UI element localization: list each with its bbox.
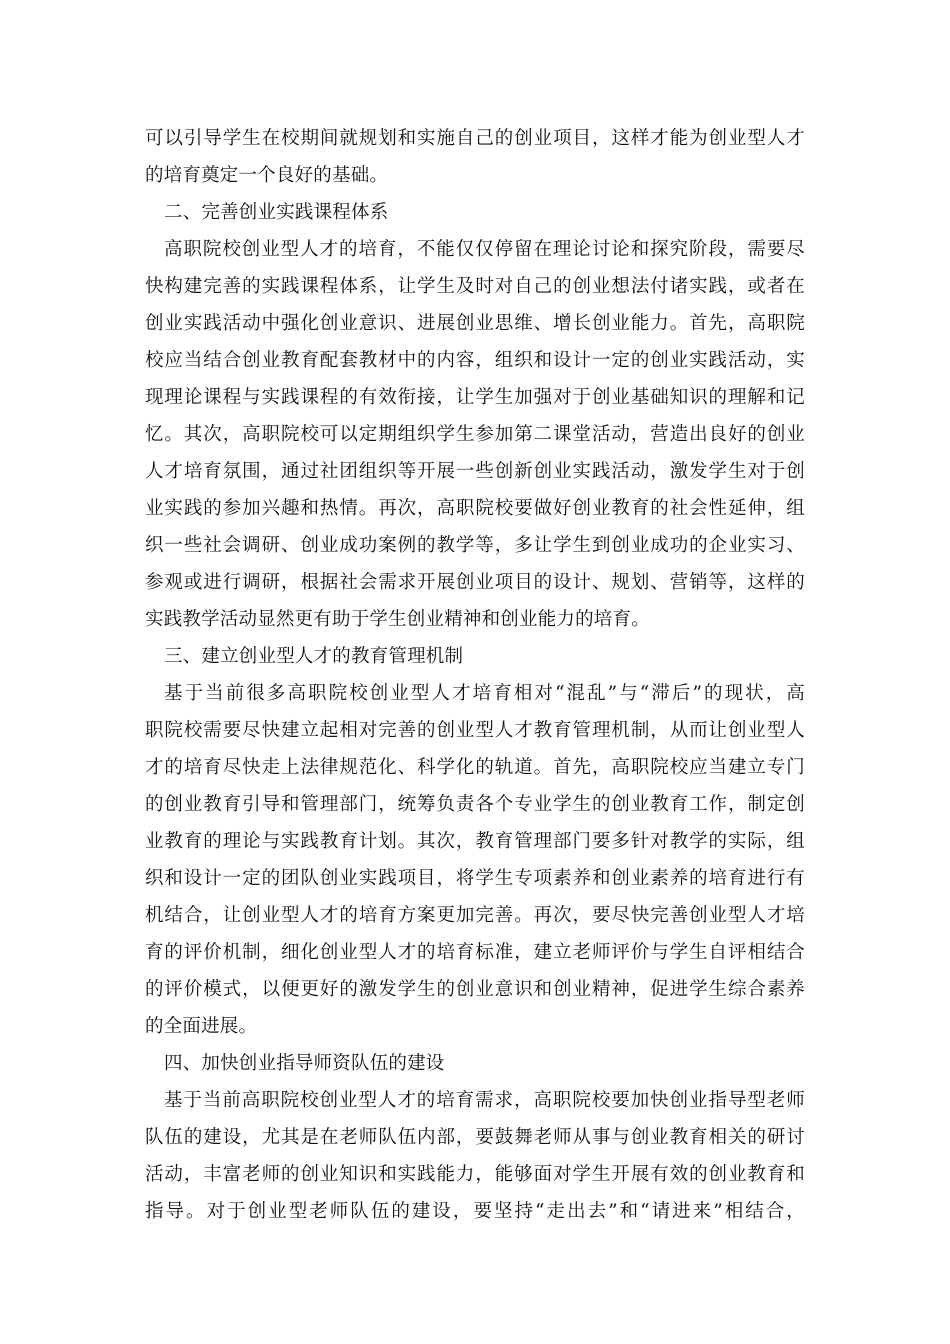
text-line: 活动，丰富老师的创业知识和实践能力，能够面对学生开展有效的创业教育和 <box>145 1164 805 1185</box>
text-line: 基于当前高职院校创业型人才的培育需求，高职院校要加快创业指导型老师 <box>164 1090 805 1111</box>
text-line: 高职院校创业型人才的培育，不能仅仅停留在理论讨论和探究阶段，需要尽 <box>164 239 805 260</box>
text-line: 参观或进行调研，根据社会需求开展创业项目的设计、规划、营销等，这样的 <box>145 572 805 593</box>
text-line: 现理论课程与实践课程的有效衔接，让学生加强对于创业基础知识的理解和记 <box>145 387 805 408</box>
text-line: 织一些社会调研、创业成功案例的教学等，多让学生到创业成功的企业实习、 <box>145 535 805 556</box>
section-heading <box>145 1045 805 1082</box>
text-line: 创业实践活动中强化创业意识、进展创业思维、增长创业能力。首先，高职院 <box>145 313 805 334</box>
section-heading-text: 二、完善创业实践课程体系 <box>164 202 389 223</box>
section-heading-text: 三、建立创业型人才的教育管理机制 <box>164 646 464 667</box>
text-line: 的培育奠定一个良好的基础。 <box>145 165 389 186</box>
text-line: 业教育的理论与实践教育计划。其次，教育管理部门要多针对教学的实际，组 <box>145 831 805 852</box>
text-line: 的全面进展。 <box>145 1016 258 1037</box>
text-line: 育的评价机制，细化创业型人才的培育标准，建立老师评价与学生自评相结合 <box>145 942 805 963</box>
text-line: 业实践的参加兴趣和热情。再次，高职院校要做好创业教育的社会性延伸，组 <box>145 498 805 519</box>
section-heading <box>145 194 805 231</box>
text-line: 队伍的建设，尤其是在老师队伍内部，要鼓舞老师从事与创业教育相关的研讨 <box>145 1127 805 1148</box>
document-body <box>145 120 805 1230</box>
paragraph <box>145 231 805 638</box>
text-line: 织和设计一定的团队创业实践项目，将学生专项素养和创业素养的培育进行有 <box>145 868 805 889</box>
text-line: 忆。其次，高职院校可以定期组织学生参加第二课堂活动，营造出良好的创业 <box>145 424 805 445</box>
text-line: 快构建完善的实践课程体系，让学生及时对自己的创业想法付诸实践，或者在 <box>145 276 805 297</box>
text-line: 指导。对于创业型老师队伍的建设，要坚持“走出去”和“请进来”相结合， <box>145 1201 805 1222</box>
text-line: 的评价模式，以便更好的激发学生的创业意识和创业精神，促进学生综合素养 <box>145 979 805 1000</box>
text-line: 可以引导学生在校期间就规划和实施自己的创业项目，这样才能为创业型人才 <box>145 128 805 149</box>
text-line: 才的培育尽快走上法律规范化、科学化的轨道。首先，高职院校应当建立专门 <box>145 757 805 778</box>
text-line: 职院校需要尽快建立起相对完善的创业型人才教育管理机制，从而让创业型人 <box>145 720 805 741</box>
text-line: 基于当前很多高职院校创业型人才培育相对“混乱”与“滞后”的现状，高 <box>164 683 805 704</box>
section-heading-text: 四、加快创业指导师资队伍的建设 <box>164 1053 445 1074</box>
paragraph <box>145 1082 805 1230</box>
text-line: 实践教学活动显然更有助于学生创业精神和创业能力的培育。 <box>145 609 650 630</box>
paragraph <box>145 675 805 1045</box>
section-heading <box>145 638 805 675</box>
text-line: 校应当结合创业教育配套教材中的内容，组织和设计一定的创业实践活动，实 <box>145 350 805 371</box>
text-line: 人才培育氛围，通过社团组织等开展一些创新创业实践活动，激发学生对于创 <box>145 461 805 482</box>
paragraph-continuation <box>145 120 805 194</box>
text-line: 的创业教育引导和管理部门，统筹负责各个专业学生的创业教育工作，制定创 <box>145 794 805 815</box>
text-line: 机结合，让创业型人才的培育方案更加完善。再次，要尽快完善创业型人才培 <box>145 905 805 926</box>
